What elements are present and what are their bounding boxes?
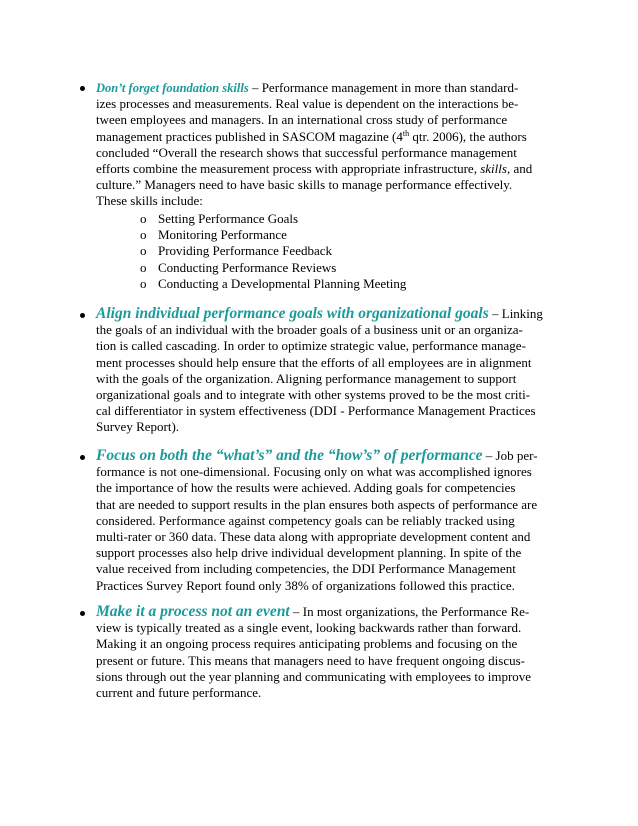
bullet-body — [96, 80, 533, 210]
bullet-dot — [80, 611, 85, 616]
bullet-heading: Make it a process not an event — [96, 603, 290, 620]
text-line: management practices published in SASCOM magazine (4th qtr. 2006), the authors — [96, 128, 527, 144]
text-line: Focus on both the “what’s” and the “how’s” of performance – Job per- — [96, 447, 538, 464]
text-line: the goals of an individual with the broader goals of a business unit or an organiza- — [96, 322, 523, 338]
text-line: culture.” Managers need to have basic skills to manage performance effectively. — [96, 177, 513, 193]
text-line: Don’t forget foundation skills – Performance management in more than standard- — [96, 80, 519, 95]
text-line: tion is called cascading. In order to optimize strategic value, performance manage- — [96, 338, 526, 354]
bullet-heading: Align individual performance goals with organizational goals — [96, 305, 489, 322]
text-line: These skills include: — [96, 193, 203, 209]
sub-bullet-marker: o — [140, 211, 147, 226]
sub-bullet-marker: o — [140, 227, 147, 243]
text-line: support processes also help drive individual development planning. In spite of the — [96, 545, 522, 561]
text-line: Align individual performance goals with organizational goals – Linking — [96, 305, 543, 322]
bullet-body — [96, 447, 538, 594]
text-line: tween employees and managers. In an international cross study of performance — [96, 112, 508, 128]
bullet-dot — [80, 86, 85, 91]
text-line: sions through out the year planning and communicating with employees to improve — [96, 668, 532, 684]
text-line: izes processes and measurements. Real value is dependent on the interactions be- — [96, 96, 519, 112]
document-page: Don’t forget foundation skills – Performance management in more than standard- izes processes and measurements. Real value is dependent on the interactions be- tween employees and managers. In an international cross study of performance management practices published in SASCOM magazine (4th qtr. 2006), the authors concluded “Overall the research shows that successful performance management efforts combine the measurement process with appropriate infrastructure, skills, and culture.” Managers need to have basic skills to manage performance effectively. These skills include: o Setting Performance Goals o Monitoring Performance o Providing Performance Feedback o Conducting Performance Reviews o Conducting a Developmental Planning Meeting Align individual performance goals with organizational goals – Linking the goals of an individual with the broader goals of a business unit or an organiza- tion is called cascading. In order to optimize strategic value, performance manage- ment processes should help ensure that the efforts of all employees are in alignment with the goals of the organization. Aligning performance management to support organizational goals and to integrate with other systems proved to be the most criti- cal differentiator in system effectiveness (DDI - Performance Management Practices Survey Report). Focus on both the “what’s” and the “how’s” of performance – Job per- formance is not one-dimensional. Focusing only on what was accomplished ignores the importance of how the results were achieved. Adding goals for competencies that are needed to support results in the plan ensures both aspects of performance are considered. Performance against competency goals can be reliably tracked using multi-rater or 360 data. These data along with appropriate development content and support processes also help drive individual development planning. In spite of the value received from including competencies, the DDI Performance Management Practices Survey Report found only 38% of organizations followed this practice. Make it a process not an event – In most organizations, the Performance Re- view is typically treated as a single event, looking backwards rather than forward. Making it an ongoing process requires anticipating problems and focusing on the present or future. This means that managers need to have frequent ongoing discus- sions through out the year planning and communicating with employees to improve current and future performance. — [0, 0, 638, 826]
text-line: Practices Survey Report found only 38% of organizations followed this practice. — [96, 577, 515, 593]
text-line: concluded “Overall the research shows that successful performance management — [96, 144, 517, 160]
text-line: efforts combine the measurement process with appropriate infrastructure, skills, and — [96, 160, 533, 176]
text-line: current and future performance. — [96, 684, 262, 700]
bullet-body — [96, 305, 543, 436]
text-line: multi-rater or 360 data. These data along with appropriate development content and — [96, 528, 531, 544]
sub-bullet-marker: o — [140, 243, 147, 259]
sub-bullet-marker: o — [140, 259, 147, 275]
bullet-heading: Don’t forget foundation skills — [96, 81, 249, 95]
bullet-heading: Focus on both the “what’s” and the “how’s” of performance — [96, 447, 483, 464]
text-line: considered. Performance against competency goals can be reliably tracked using — [96, 512, 515, 528]
text-line: Make it a process not an event – In most organizations, the Performance Re- — [96, 603, 530, 620]
text-line: Making it an ongoing process requires anticipating problems and focusing on the — [96, 636, 518, 652]
text-line: formance is not one-dimensional. Focusing only on what was accomplished ignores — [96, 464, 532, 480]
text-line: organizational goals and to integrate with other systems proved to be the most criti- — [96, 386, 531, 402]
superscript: th — [402, 128, 410, 138]
text-line: Survey Report). — [96, 419, 180, 435]
emphasis: skills, — [480, 160, 511, 176]
text-line: view is typically treated as a single event, looking backwards rather than forward. — [96, 620, 522, 636]
text-line: value received from including competencies, the DDI Performance Management — [96, 561, 516, 577]
sub-bullet-marker: o — [140, 275, 147, 291]
text-line: present or future. This means that managers need to have frequent ongoing discus- — [96, 652, 525, 668]
text-line: the importance of how the results were achieved. Adding goals for competencies — [96, 480, 516, 496]
text-line: with the goals of the organization. Aligning performance management to support — [96, 370, 517, 386]
bullet-body — [96, 603, 532, 701]
text-line: cal differentiator in system effectiveness (DDI - Performance Management Practices — [96, 403, 536, 419]
text-line: that are needed to support results in the plan ensures both aspects of performance are — [96, 496, 538, 512]
text-line: ment processes should help ensure that the efforts of all employees are in alignment — [96, 354, 532, 370]
bullet-dot — [80, 313, 85, 318]
bullet-dot — [80, 455, 85, 460]
